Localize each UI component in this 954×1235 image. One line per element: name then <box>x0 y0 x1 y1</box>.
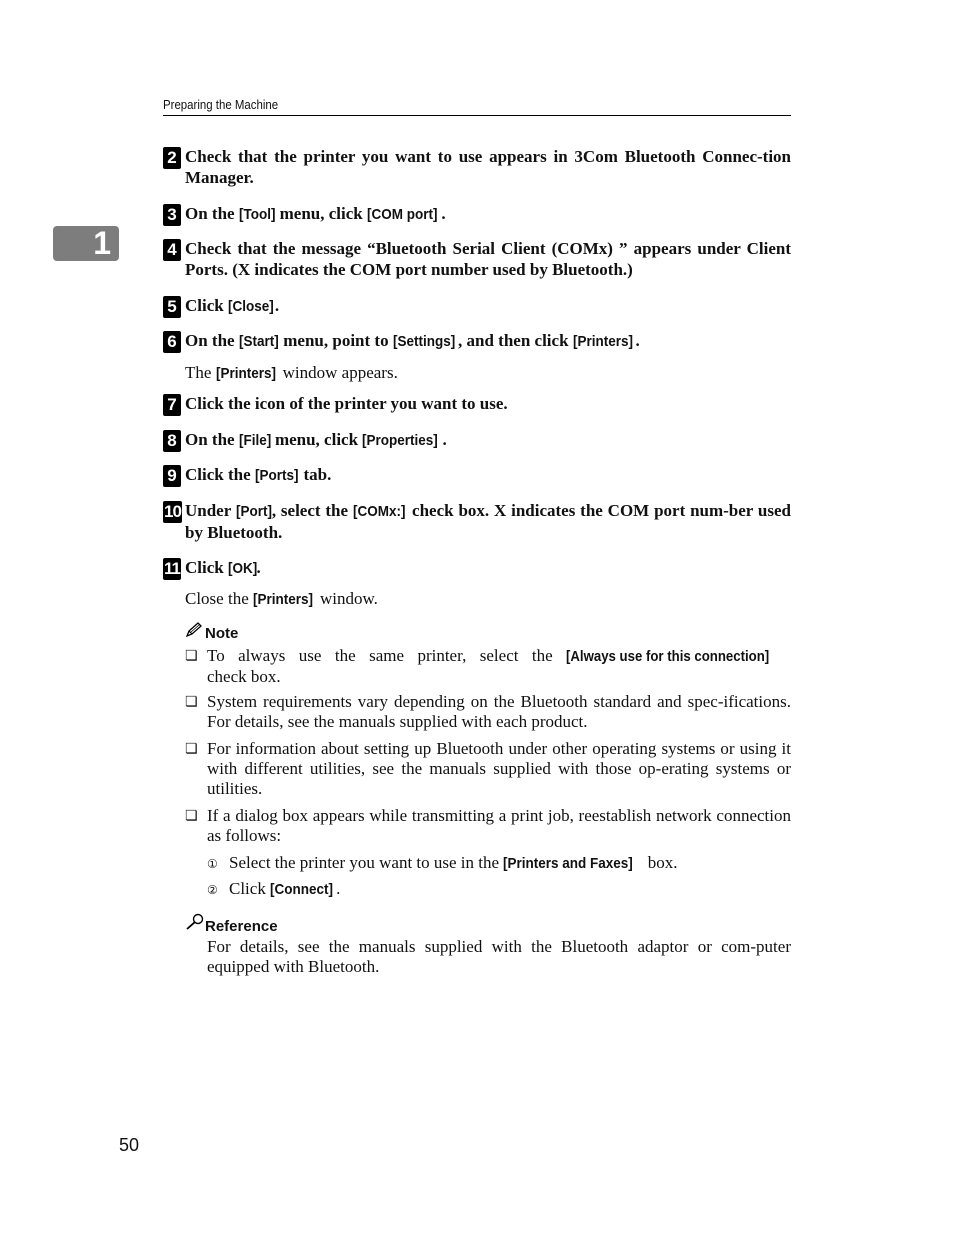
tab-ports-label: [Ports] <box>254 467 299 484</box>
step-number: 4 <box>163 239 181 261</box>
close-button-label: [Close] <box>227 298 274 315</box>
step-text: Click the [Ports] tab. <box>185 465 332 484</box>
step-number: 11 <box>164 559 180 578</box>
circled-one-icon: ① <box>207 857 218 871</box>
step-text: Under [Port], select the [COMx:] check box. X indicates the COM port num-ber used by Bluetooth. <box>185 501 791 542</box>
note-subitem-2: ② Click [Connect] . <box>207 879 341 898</box>
menu-file-label: [File] <box>238 432 272 449</box>
step-6-result: The [Printers] window appears. <box>185 363 398 382</box>
menu-com-port-label: [COM port] <box>367 206 438 223</box>
step-number: 10 <box>164 502 181 521</box>
note-subitem-1: ① Select the printer you want to use in the [Printers and Faxes] box. <box>207 853 678 872</box>
note-item-2: ❏ System requirements vary depending on the Bluetooth standard and spec-ifications. For details, see the manuals supplied with each product. <box>185 692 791 731</box>
menu-printers-label: [Printers] <box>572 333 633 350</box>
step-10 <box>163 500 791 543</box>
step-5 <box>163 295 791 317</box>
chapter-tab <box>53 226 119 261</box>
step-2 <box>163 146 791 188</box>
step-text: Click [OK]. <box>185 558 261 577</box>
reference-heading <box>185 913 278 935</box>
checkbox-bullet-icon: ❏ <box>185 694 198 710</box>
header-title: Preparing the Machine <box>163 97 279 112</box>
step-text: On the [File] menu, click [Properties] . <box>185 430 447 449</box>
reference-title: Reference <box>205 918 278 935</box>
checkbox-bullet-icon: ❏ <box>185 808 198 824</box>
connect-label: [Connect] <box>270 881 334 898</box>
checkbox-bullet-icon: ❏ <box>185 741 198 757</box>
running-header <box>163 96 791 116</box>
step-8 <box>163 429 791 451</box>
always-use-connection-label: [Always use for this connection] <box>566 648 770 665</box>
step-text: On the [Start] menu, point to [Settings] , and then click [Printers] . <box>185 331 640 350</box>
step-4 <box>163 238 791 280</box>
step-6 <box>163 330 791 352</box>
step-text: Click [Close]. <box>185 296 280 315</box>
note-heading <box>185 622 238 642</box>
step-9 <box>163 464 791 486</box>
step-number: 9 <box>163 465 181 487</box>
step-text: Click the icon of the printer you want to use. <box>185 394 508 413</box>
pencil-icon <box>185 622 205 642</box>
reference-text: For details, see the manuals supplied with the Bluetooth adaptor or com-puter equipped with Bluetooth. <box>207 937 791 976</box>
menu-settings-label: [Settings] <box>392 333 456 350</box>
step-text: Check that the message “Bluetooth Serial Client (COMx) ” appears under Client Ports. (X indicates the COM port number used by Bluetooth.) <box>185 239 791 279</box>
step-number: 6 <box>163 331 181 353</box>
ok-button-label: [OK] <box>227 560 258 577</box>
port-label: [Port] <box>235 503 272 520</box>
note-item-3: ❏ For information about setting up Bluetooth under other operating systems or using it with different utilities, see the manuals supplied with those op-erating systems or utilities. <box>185 739 791 798</box>
step-7 <box>163 393 791 414</box>
comx-checkbox-label: [COMx:] <box>352 503 406 520</box>
step-text: On the [Tool] menu, click [COM port] . <box>185 204 446 223</box>
step-number: 2 <box>163 147 181 169</box>
page-number: 50 <box>119 1135 140 1155</box>
step-11 <box>163 557 791 579</box>
checkbox-bullet-icon: ❏ <box>185 648 198 664</box>
printers-and-faxes-label: [Printers and Faxes] <box>503 855 634 872</box>
menu-start-label: [Start] <box>238 333 279 350</box>
menu-properties-label: [Properties] <box>362 432 439 449</box>
step-number: 3 <box>163 204 181 226</box>
magnifier-icon <box>185 913 205 935</box>
note-item-4: ❏ If a dialog box appears while transmitting a print job, reestablish network connection as follows: <box>185 806 791 845</box>
note-title: Note <box>205 625 239 642</box>
chapter-number: 1 <box>93 225 111 261</box>
step-11-result: Close the [Printers] window. <box>185 589 378 608</box>
note-item-1: ❏ To always use the same printer, select the [Always use for this connection] check box. <box>185 646 770 686</box>
step-number: 8 <box>163 430 181 452</box>
step-3 <box>163 203 791 225</box>
step-number: 7 <box>163 394 181 416</box>
menu-tool-label: [Tool] <box>238 206 276 223</box>
step-number: 5 <box>163 296 181 318</box>
step-text: Check that the printer you want to use appears in 3Com Bluetooth Connec-tion Manager. <box>185 147 791 187</box>
circled-two-icon: ② <box>207 883 218 897</box>
